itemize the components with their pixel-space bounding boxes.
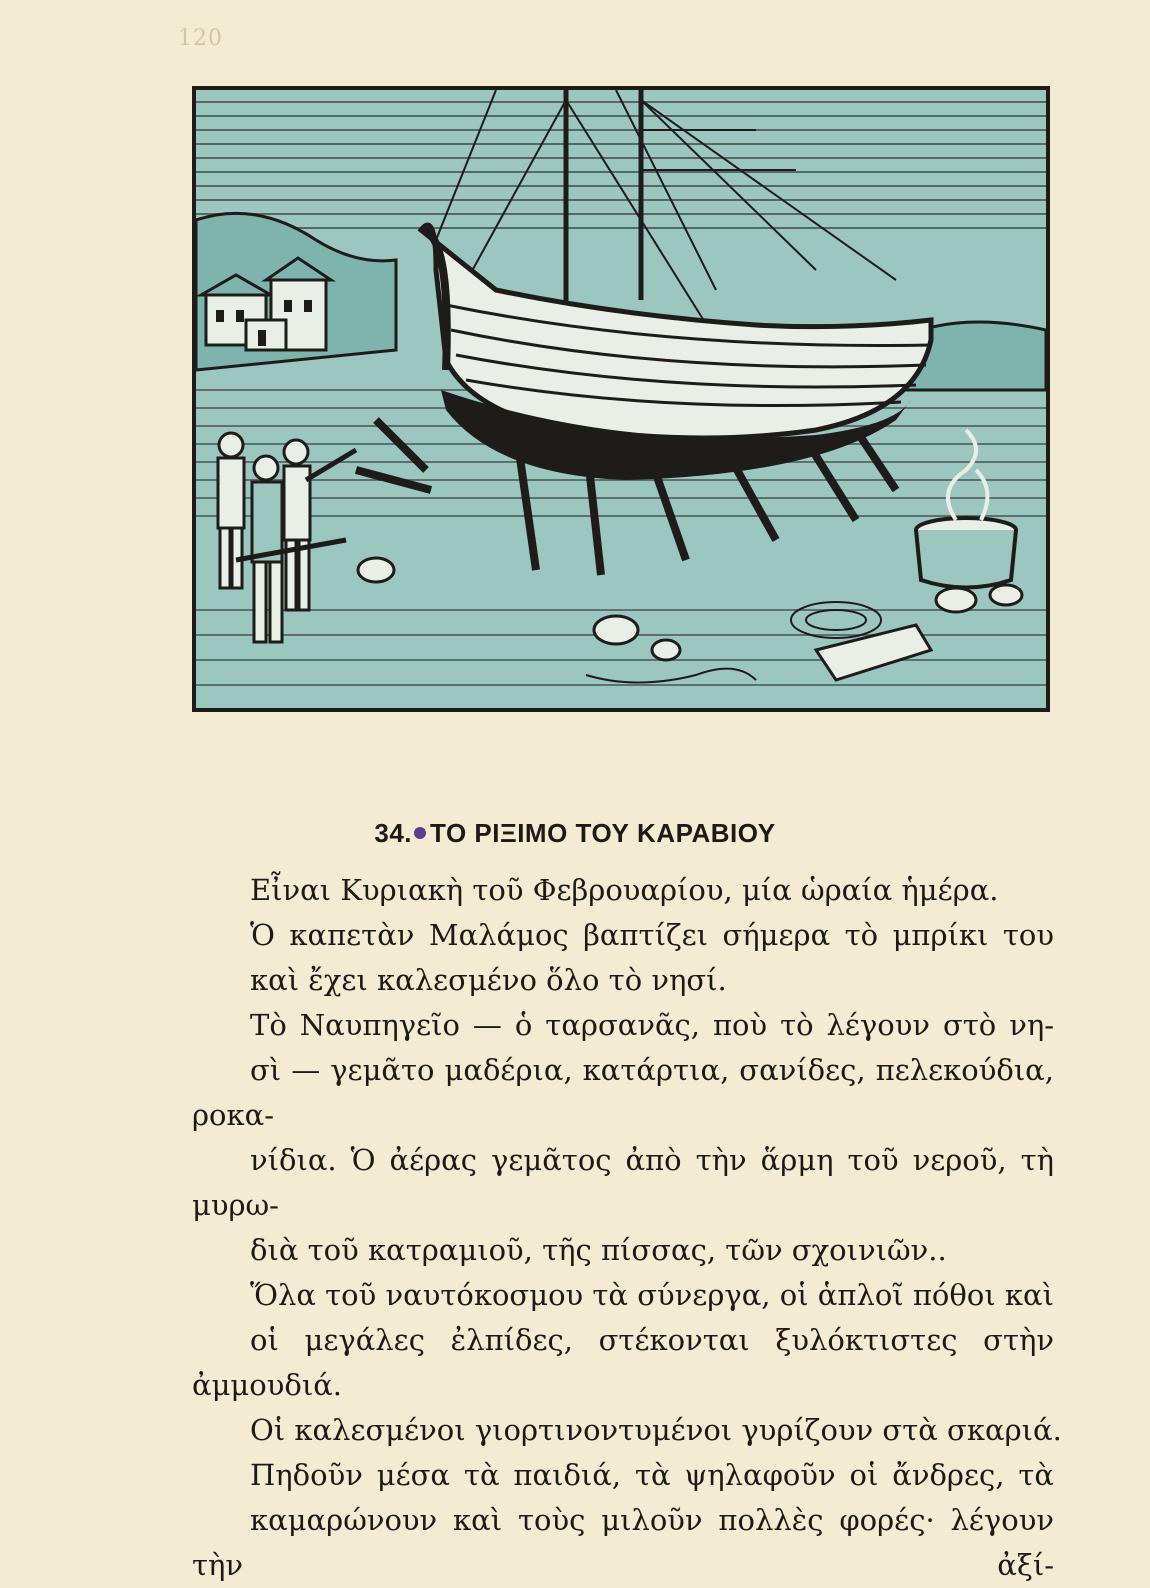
text-line: σὶ — γεμᾶτο μαδέρια, κατάρτια, σανίδες, πελεκούδια, ροκα-	[192, 1053, 1054, 1132]
ink-mark-icon	[414, 827, 426, 839]
page-number: 120	[178, 26, 223, 51]
chapter-number: 34.	[374, 817, 413, 848]
body-text	[192, 868, 1062, 1588]
paragraph-1	[192, 868, 1054, 1003]
text-line: Οἱ καλεσμένοι γιορτινοντυμένοι γυρίζουν στὰ σκαριά.	[250, 1413, 1062, 1447]
chapter-heading	[0, 818, 1150, 849]
woodcut-illustration	[192, 86, 1050, 712]
text-line: οἱ μεγάλες ἐλπίδες, στέκονται ξυλόκτιστες στὴν ἀμμουδιά.	[192, 1323, 1054, 1402]
text-line: Ὅλα τοῦ ναυτόκοσμου τὰ σύνεργα, οἱ ἁπλοῖ πόθοι καὶ	[250, 1278, 1054, 1312]
ship-on-slipway-woodcut-icon	[196, 90, 1046, 708]
paragraph-2	[192, 1003, 1054, 1273]
text-line: καμαρώνουν καὶ τοὺς μιλοῦν πολλὲς φορές· λέγουν τὴν ἀξί-	[192, 1503, 1054, 1582]
text-line: Πηδοῦν μέσα τὰ παιδιά, τὰ ψηλαφοῦν οἱ ἄνδρες, τὰ	[250, 1458, 1054, 1492]
text-line: Εἶναι Κυριακὴ τοῦ Φεβρουαρίου, μία ὡραία ἡμέρα.	[250, 873, 999, 907]
text-line: διὰ τοῦ κατραμιοῦ, τῆς πίσσας, τῶν σχοινιῶν..	[250, 1233, 947, 1267]
text-line: Ὁ καπετὰν Μαλάμος βαπτίζει σήμερα τὸ μπρίκι του	[250, 918, 1054, 952]
chapter-title: ΤΟ ΡΙΞΙΜΟ ΤΟΥ ΚΑΡΑΒΙΟΥ	[430, 817, 776, 848]
text-line: νίδια. Ὁ ἀέρας γεμᾶτος ἀπὸ τὴν ἅρμη τοῦ νεροῦ, τὴ μυρω-	[192, 1143, 1054, 1222]
paragraph-4	[192, 1453, 1054, 1588]
paragraph-3	[192, 1273, 1062, 1453]
text-line: Τὸ Ναυπηγεῖο — ὁ ταρσανᾶς, ποὺ τὸ λέγουν στὸ νη-	[250, 1008, 1054, 1042]
text-line: καὶ ἔχει καλεσμένο ὅλο τὸ νησί.	[250, 963, 727, 997]
